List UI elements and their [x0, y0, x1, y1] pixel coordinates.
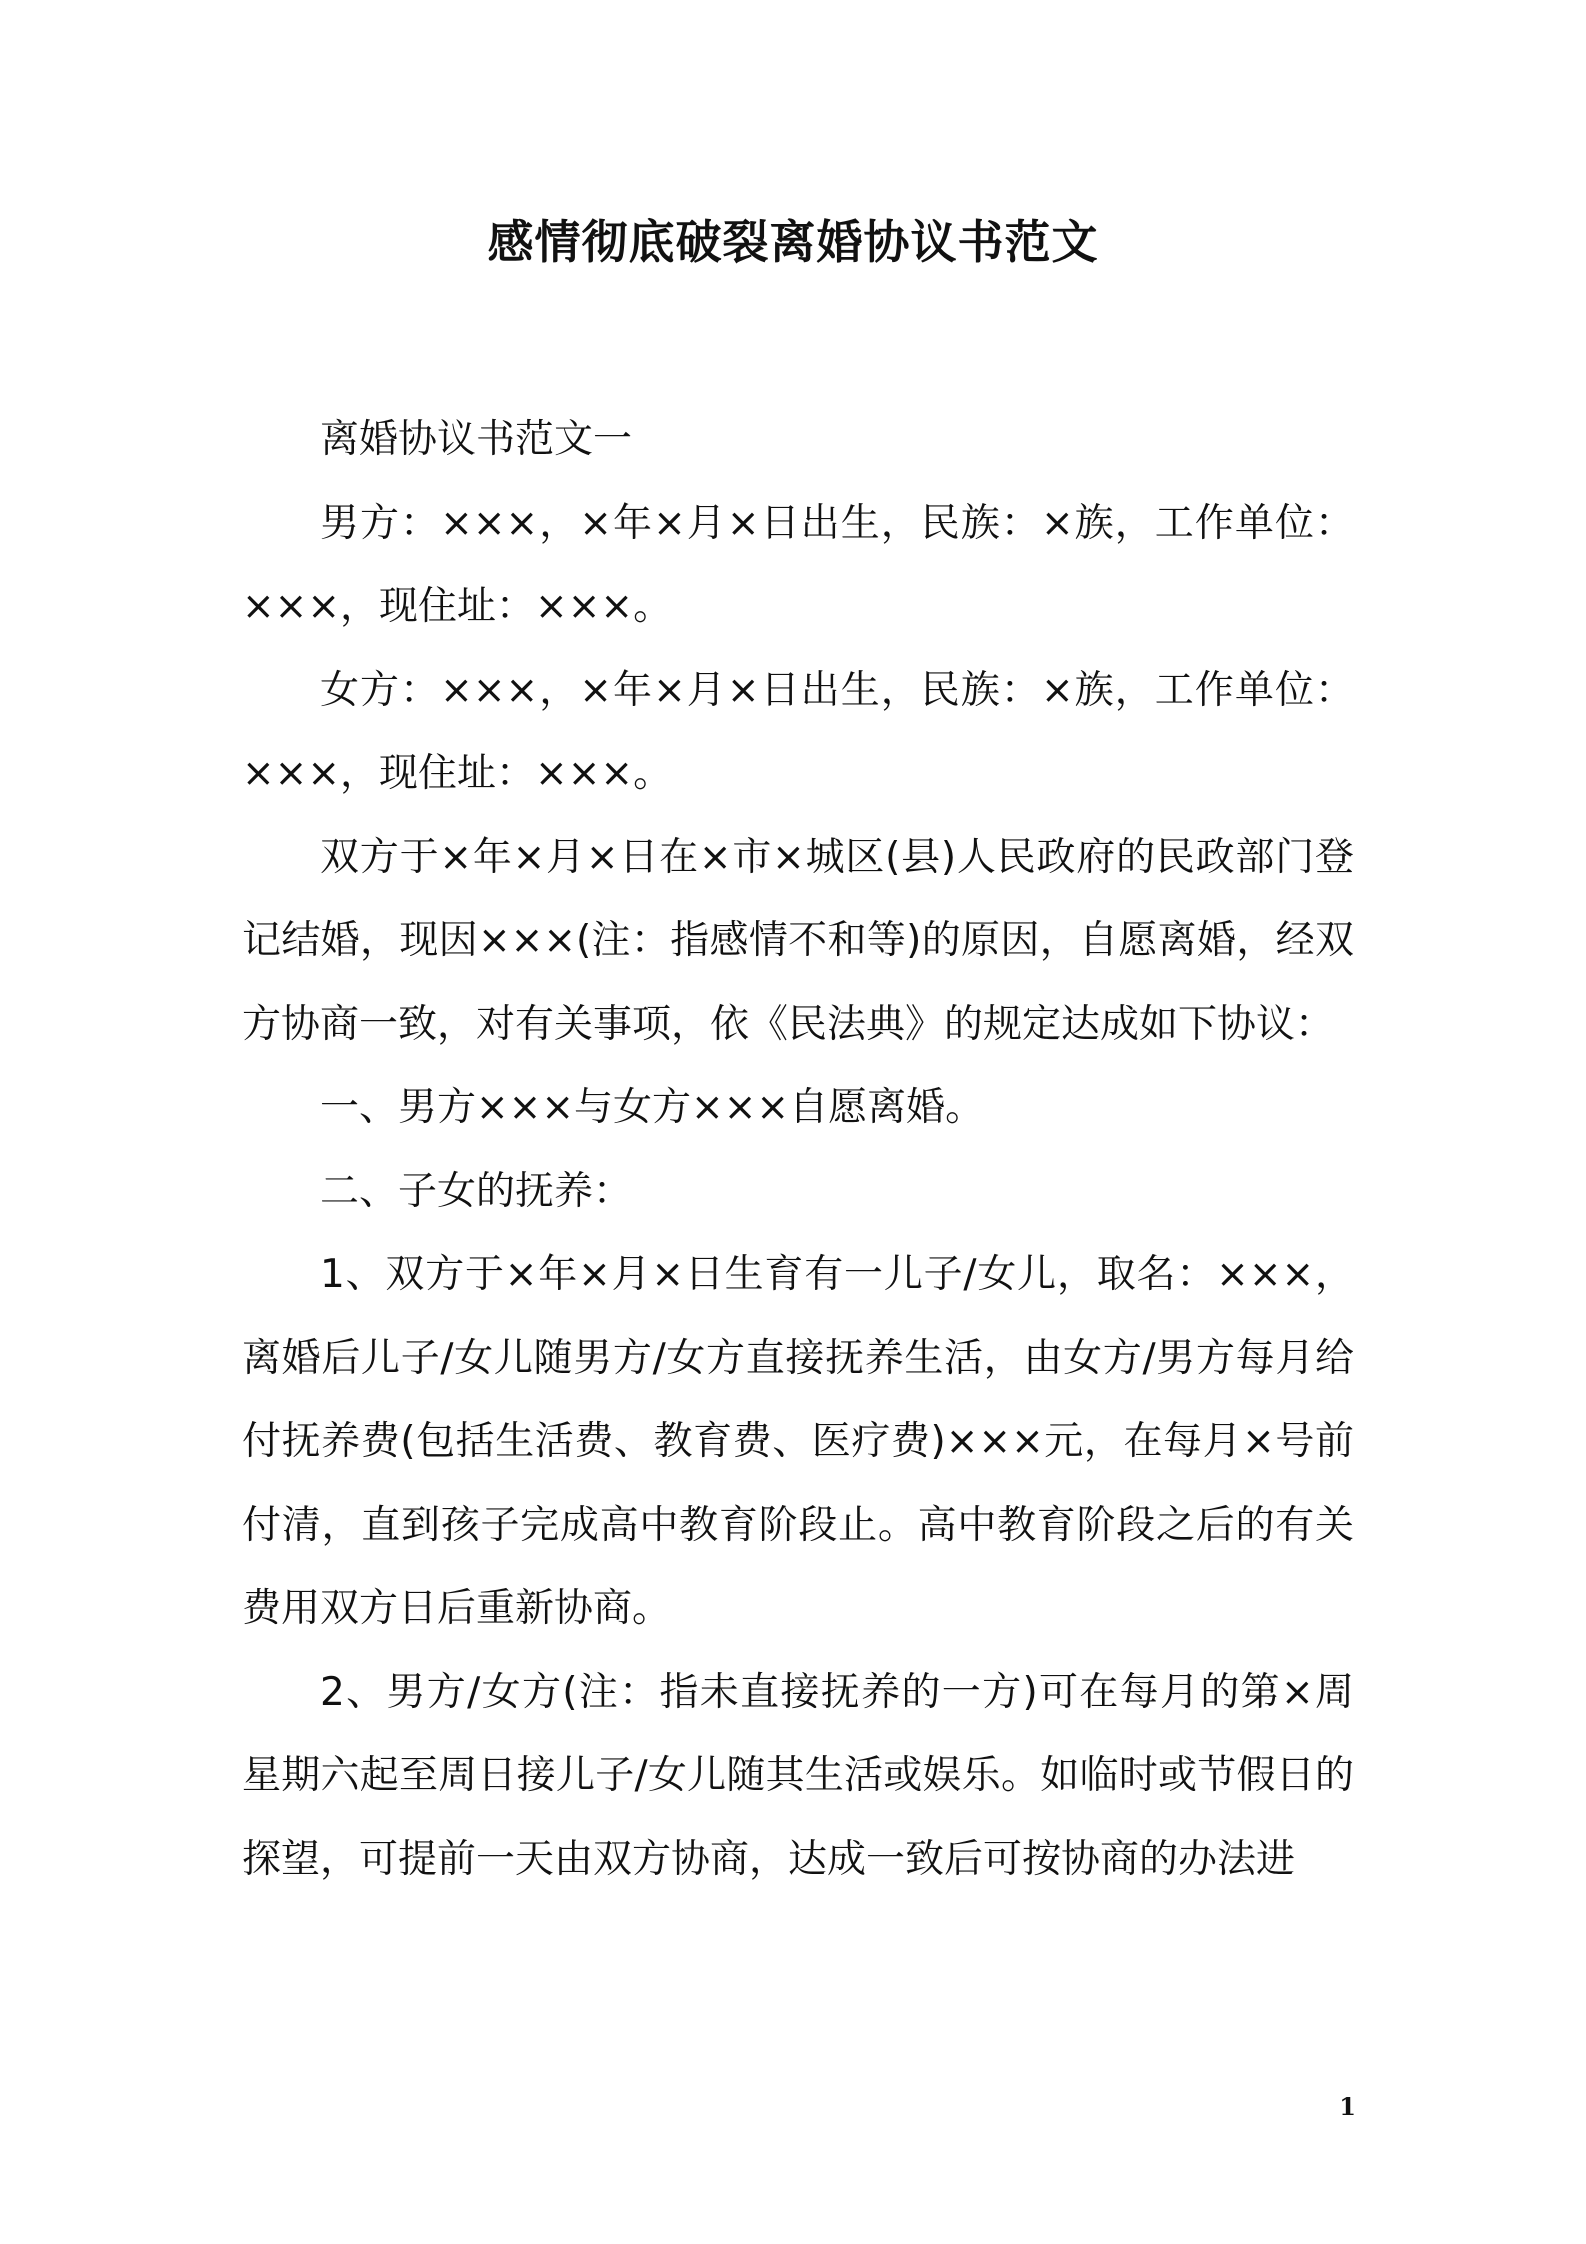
page-number: 1	[1339, 2092, 1356, 2121]
paragraph-marriage-statement: 双方于×年×月×日在×市×城区(县)人民政府的民政部门登记结婚，现因×××(注：指感情不和等)的原因，自愿离婚，经双方协商一致，对有关事项，依《民法典》的规定达成如下协议：	[242, 834, 1354, 1047]
paragraph-child-custody: 1、双方于×年×月×日生育有一儿子/女儿，取名：×××，离婚后儿子/女儿随男方/女方直接抚养生活，由女方/男方每月给付抚养费(包括生活费、教育费、医疗费)×××元，在每月×号前付清，直到孩子完成高中教育阶段止。高中教育阶段之后的有关费用双方日后重新协商。	[242, 1252, 1354, 1631]
document-title: 感情彻底破裂离婚协议书范文	[487, 215, 1099, 269]
paragraph-visitation: 2、男方/女方(注：指未直接抚养的一方)可在每月的第×周星期六起至周日接儿子/女儿随其生活或娱乐。如临时或节假日的探望，可提前一天由双方协商，达成一致后可按协商的办法进	[242, 1669, 1354, 1882]
document-body	[242, 398, 1354, 1901]
paragraph-female-party: 女方：×××，×年×月×日出生，民族：×族，工作单位：×××，现住址：×××。	[242, 667, 1354, 796]
paragraph-clause-one: 一、男方×××与女方×××自愿离婚。	[320, 1085, 985, 1130]
paragraph-male-party: 男方：×××，×年×月×日出生，民族：×族，工作单位：×××，现住址：×××。	[242, 500, 1354, 629]
section-heading: 离婚协议书范文一	[320, 417, 633, 462]
paragraph-clause-two-heading: 二、子女的抚养：	[320, 1168, 633, 1214]
